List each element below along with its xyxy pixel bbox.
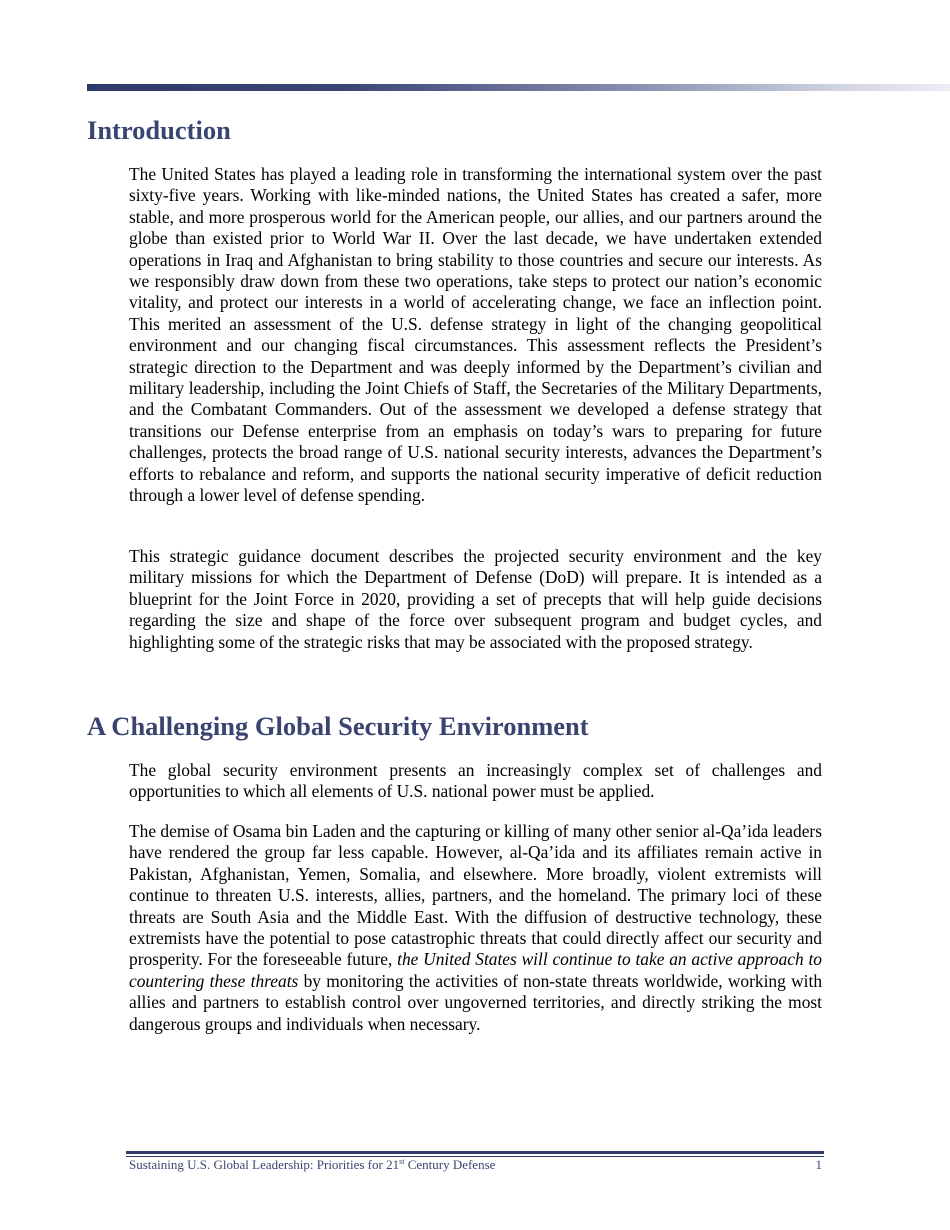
footer-title-superscript: st xyxy=(399,1157,405,1166)
footer-title-text-end: Century Defense xyxy=(404,1157,496,1172)
intro-paragraph-2: This strategic guidance document describes the projected security environment and the key military missions for which the Department of Defense (DoD) will prepare. It is intended as a blueprint for the Joint Force in 2020, providing a set of precepts that will help guide decisions regarding the size and shape of the force over subsequent program and budget cycles, and highlighting some of the strategic risks that may be associated with the proposed strategy. xyxy=(129,546,822,652)
header-rule xyxy=(87,84,950,91)
intro-paragraph-1: The United States has played a leading role in transforming the international system over the past sixty-five years. Working with like-minded nations, the United States has created a safer, more stable, and more prosperous world for the American people, our allies, and our partners around the globe than existed prior to World War II. Over the last decade, we have undertaken extended operations in Iraq and Afghanistan to bring stability to those countries and secure our interests. As we responsibly draw down from these two operations, take steps to protect our nation’s economic vitality, and protect our interests in a world of accelerating change, we face an inflection point. This merited an assessment of the U.S. defense strategy in light of the changing geopolitical environment and our changing fiscal circumstances. This assessment reflects the President’s strategic direction to the Department and was deeply informed by the Department’s civilian and military leadership, including the Joint Chiefs of Staff, the Secretaries of the Military Departments, and the Combatant Commanders. Out of the assessment we developed a defense strategy that transitions our Defense enterprise from an emphasis on today’s wars to preparing for future challenges, protects the broad range of U.S. national security interests, advances the Department’s efforts to rebalance and reform, and supports the national security imperative of deficit reduction through a lower level of defense spending. xyxy=(129,164,822,506)
footer-document-title xyxy=(129,1157,495,1173)
page-number: 1 xyxy=(815,1157,822,1172)
section-heading-security-environment: A Challenging Global Security Environment xyxy=(87,711,589,741)
emphasized-text: the United States will continue to take an active approach to countering these threats xyxy=(129,949,822,991)
environment-paragraph-2 xyxy=(129,821,822,1035)
footer-title-text: Sustaining U.S. Global Leadership: Priorities for 21 xyxy=(129,1157,400,1172)
section-heading-introduction: Introduction xyxy=(87,115,231,145)
environment-paragraph-1: The global security environment presents an increasingly complex set of challenges and opportunities to which all elements of U.S. national power must be applied. xyxy=(129,760,822,802)
footer-rule xyxy=(126,1151,824,1154)
paragraph-text: The demise of Osama bin Laden and the capturing or killing of many other senior al-Qa’ida leaders have rendered the group far less capable. However, al-Qa’ida and its affiliates remain active in Pakistan, Afghanistan, Yemen, Somalia, and elsewhere. More broadly, violent extremists will continue to threaten U.S. interests, allies, partners, and the homeland. The primary loci of these threats are South Asia and the Middle East. With the diffusion of destructive technology, these extremists have the potential to pose catastrophic threats that could directly affect our security and prosperity. For the foreseeable future, xyxy=(129,821,822,970)
paragraph-text: by monitoring the activities of non-state threats worldwide, working with allies and partners to establish control over ungoverned territories, and directly striking the most dangerous groups and individuals when necessary. xyxy=(129,970,823,1034)
